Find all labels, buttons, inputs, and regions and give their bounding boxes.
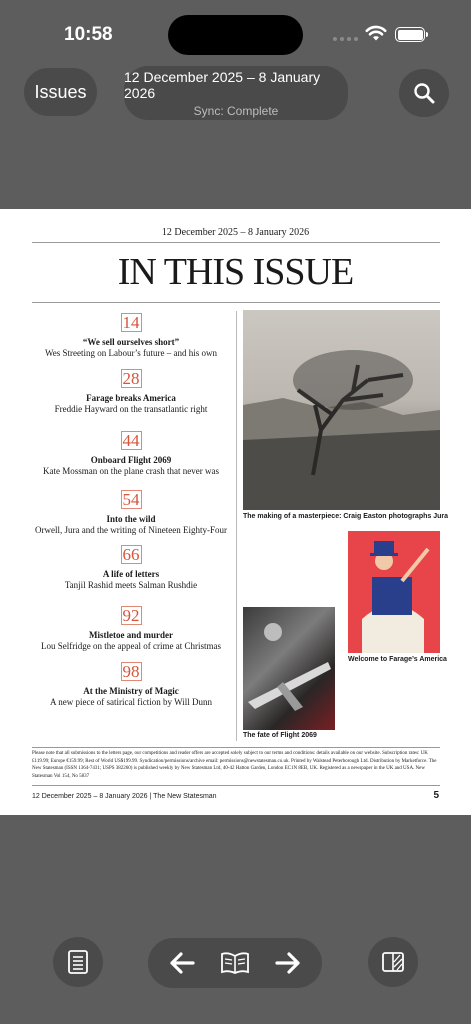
contents-item[interactable] [32, 545, 230, 590]
search-button[interactable] [399, 69, 449, 117]
contents-subtitle: Freddie Hayward on the transatlantic right [54, 404, 208, 414]
contents-subtitle: Tanjil Rashid meets Salman Rushdie [64, 580, 198, 590]
contents-item[interactable] [32, 313, 230, 358]
contents-page-number: 66 [122, 545, 140, 564]
contents-list-icon [67, 950, 89, 974]
contents-headline: Onboard Flight 2069 [90, 455, 172, 465]
contents-headline: Mistletoe and murder [89, 630, 173, 640]
contents-page-number: 54 [122, 490, 140, 509]
contents-headline: Farage breaks America [86, 393, 176, 403]
contents-item[interactable] [32, 369, 230, 414]
header-rule [32, 242, 440, 243]
battery-icon [395, 27, 425, 42]
contents-subtitle: Lou Selfridge on the appeal of crime at Christmas [41, 641, 221, 651]
search-icon [412, 81, 436, 105]
contents-page-number: 98 [122, 662, 140, 681]
contents-subtitle: Kate Mossman on the plane crash that never was [43, 466, 219, 476]
contents-subtitle: A new piece of satirical fiction by Will Dunn [50, 697, 212, 707]
contents-item[interactable] [32, 431, 230, 476]
page-title: IN THIS ISSUE [117, 251, 354, 293]
contents-item[interactable] [32, 490, 230, 535]
contents-headline: Into the wild [106, 514, 156, 524]
flight-illustration[interactable] [243, 607, 335, 730]
contents-item[interactable] [32, 606, 230, 651]
page-layout-button[interactable] [368, 937, 418, 987]
dynamic-island [168, 15, 303, 55]
contents-item[interactable] [32, 662, 230, 707]
issues-button[interactable]: Issues [24, 68, 97, 116]
column-divider [236, 311, 237, 741]
tree-photograph[interactable] [243, 310, 440, 510]
book-icon[interactable] [220, 951, 250, 975]
page-navigation [148, 938, 322, 988]
issue-date-pill[interactable] [124, 66, 348, 120]
contents-page-number: 14 [122, 313, 140, 332]
forward-arrow-icon[interactable] [274, 951, 302, 975]
caption-flight: The fate of Flight 2069 [243, 732, 317, 739]
caption-tree: The making of a masterpiece: Craig Easton photographs Jura [243, 513, 448, 520]
contents-headline: “We sell ourselves short” [82, 337, 180, 347]
page-header-date: 12 December 2025 – 8 January 2026 [161, 227, 310, 238]
contents-list-button[interactable] [53, 937, 103, 987]
sync-status: Sync: Complete [193, 103, 279, 118]
issue-date: 12 December 2025 – 8 January 2026 [124, 68, 321, 101]
signal-dots [333, 37, 358, 41]
caption-uncle: Welcome to Farage’s America [348, 656, 447, 663]
magazine-page[interactable] [0, 209, 471, 815]
contents-page-number: 44 [122, 431, 140, 450]
title-rule [32, 302, 440, 303]
fine-print: Please note that all submissions to the letters page, our competitions and reader offers are accepted solely subject to our terms and conditions: details available on our website. Subscription rates: UK £119.99; Europe €159.99; Rest of World US$199.99. Syndication/permissions/archive email: permissions@newstatesman.co.uk. Printed by Walstead Peterborough Ltd. Distribution by Marketforce. The New Statesman (ISSN 1364-7431; USPS 382260) is published weekly by New Statesman Ltd, 40-42 Hatton Garden, London EC1N 8EB, UK. Registered as a newspaper in the UK and USA. New Statesman Vol 154, No 5837 [32, 751, 437, 779]
contents-headline: A life of letters [102, 569, 160, 579]
contents-subtitle: Wes Streeting on Labour’s future – and his own [44, 348, 218, 358]
contents-page-number: 92 [122, 606, 140, 625]
footer-rule [32, 785, 440, 786]
page-number: 5 [433, 790, 439, 801]
wifi-icon [365, 25, 387, 42]
status-time: 10:58 [64, 24, 113, 45]
page-layout-icon [381, 950, 405, 974]
contents-page-number: 28 [122, 369, 140, 388]
contents-headline: At the Ministry of Magic [83, 686, 179, 696]
footer-top-rule [32, 747, 440, 748]
back-arrow-icon[interactable] [168, 951, 196, 975]
contents-subtitle: Orwell, Jura and the writing of Nineteen Eighty-Four [35, 525, 227, 535]
footer-issue-info: 12 December 2025 – 8 January 2026 | The New Statesman [32, 793, 217, 800]
uncle-sam-illustration[interactable] [348, 531, 440, 653]
